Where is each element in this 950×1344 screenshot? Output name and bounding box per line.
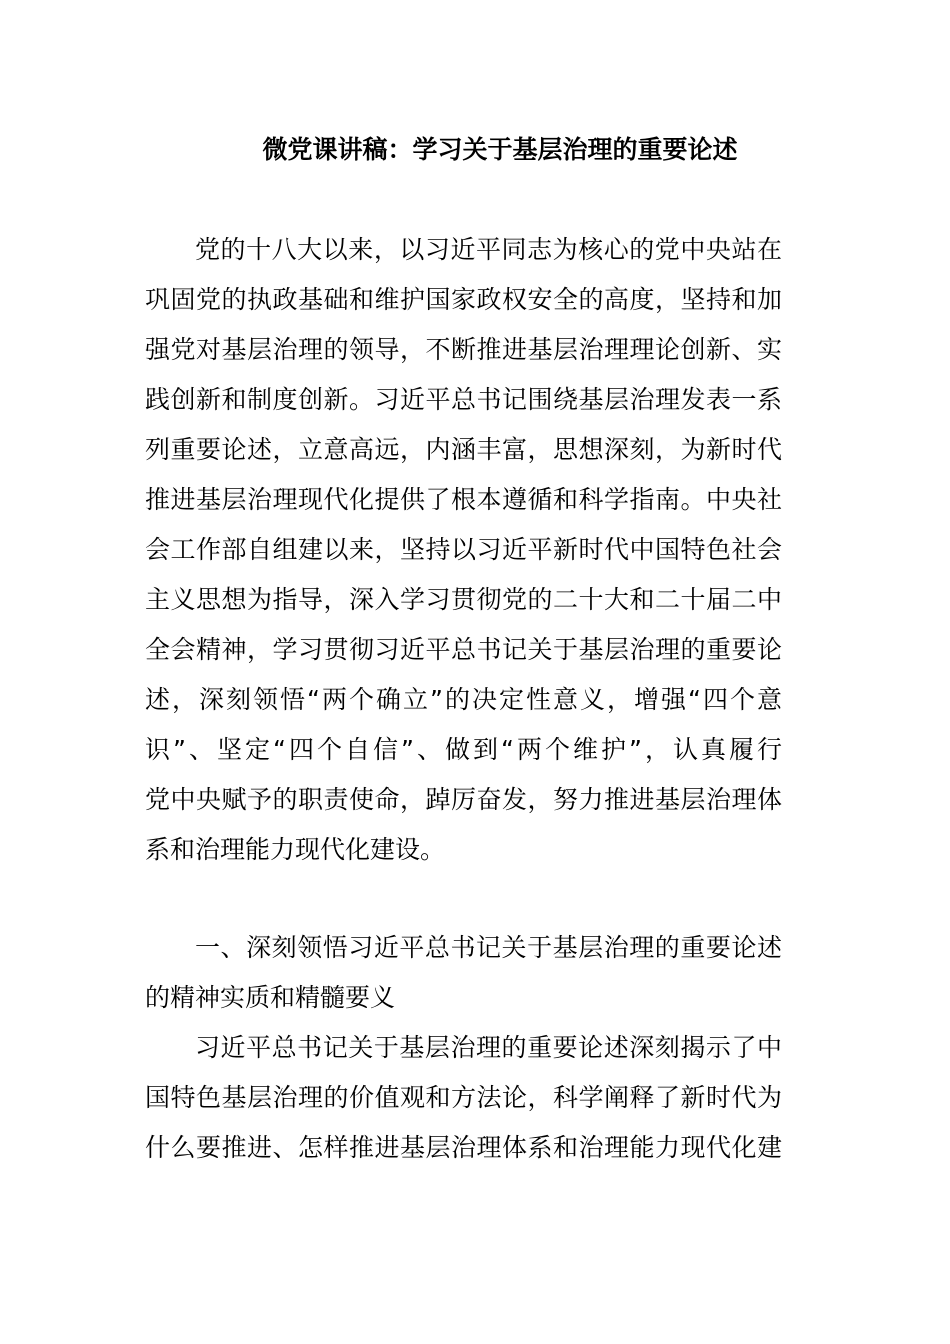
paragraph-line: 巩固党的执政基础和维护国家政权安全的高度，坚持和加: [145, 285, 782, 314]
paragraph-line: 识”、坚定“四个自信”、做到“两个维护”，认真履行: [145, 735, 782, 764]
paragraph-line: 习近平总书记关于基层治理的重要论述深刻揭示了中: [195, 1033, 782, 1062]
paragraph-line: 系和治理能力现代化建设。: [145, 835, 446, 864]
intro-paragraph: [145, 225, 782, 875]
heading-line: 的精神实质和精髓要义: [145, 983, 396, 1012]
section-1-paragraph: [145, 1023, 782, 1173]
paragraph-line: 党的十八大以来，以习近平同志为核心的党中央站在: [195, 235, 782, 264]
paragraph-line: 党中央赋予的职责使命，踔厉奋发，努力推进基层治理体: [145, 785, 782, 814]
paragraph-line: 践创新和制度创新。习近平总书记围绕基层治理发表一系: [145, 385, 782, 414]
document-title: 微党课讲稿：学习关于基层治理的重要论述: [262, 135, 738, 164]
paragraph-line: 全会精神，学习贯彻习近平总书记关于基层治理的重要论: [145, 635, 782, 664]
paragraph-line: 述，深刻领悟“两个确立”的决定性意义，增强“四个意: [145, 685, 782, 714]
paragraph-line: 什么要推进、怎样推进基层治理体系和治理能力现代化建: [145, 1133, 782, 1162]
paragraph-line: 强党对基层治理的领导，不断推进基层治理理论创新、实: [145, 335, 782, 364]
paragraph-line: 列重要论述，立意高远，内涵丰富，思想深刻，为新时代: [145, 435, 782, 464]
section-1-heading: [145, 923, 782, 1023]
paragraph-gap: [145, 875, 782, 923]
paragraph-line: 推进基层治理现代化提供了根本遵循和科学指南。中央社: [145, 485, 782, 514]
document-body: [145, 225, 782, 1173]
heading-line: 一、深刻领悟习近平总书记关于基层治理的重要论述: [195, 933, 782, 962]
paragraph-line: 主义思想为指导，深入学习贯彻党的二十大和二十届二中: [145, 585, 782, 614]
paragraph-line: 国特色基层治理的价值观和方法论，科学阐释了新时代为: [145, 1083, 782, 1112]
paragraph-line: 会工作部自组建以来，坚持以习近平新时代中国特色社会: [145, 535, 782, 564]
